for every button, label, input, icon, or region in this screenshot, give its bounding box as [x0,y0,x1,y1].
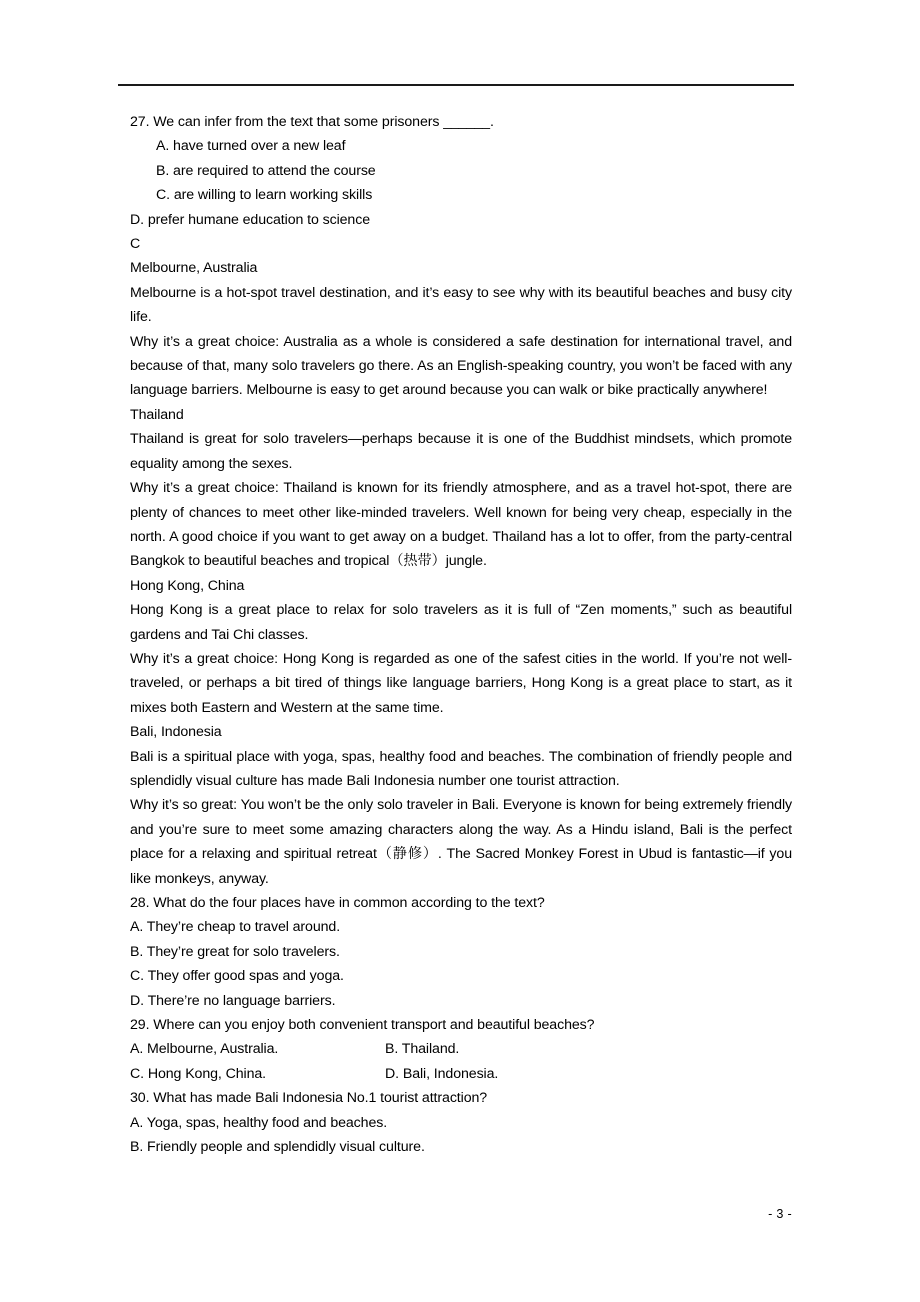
passage-hongkong-intro: Hong Kong is a great place to relax for solo travelers as it is full of “Zen moments,” such as beautiful gardens and Tai Chi classes. [130,602,792,643]
passage-bali-intro: Bali is a spiritual place with yoga, spas, healthy food and beaches. The combination of friendly people and splendidly visual culture has made Bali Indonesia number one tourist attraction. [130,748,792,789]
question-30-option-a: A. Yoga, spas, healthy food and beaches. [130,1114,388,1131]
question-28-option-d: D. There’re no language barriers. [130,992,336,1009]
question-29-option-b: B. Thailand. [385,1041,460,1058]
question-29-options-row-1 [130,1037,792,1061]
passage-hongkong-heading: Hong Kong, China [130,577,245,594]
passage-melbourne-heading: Melbourne, Australia [130,260,258,277]
question-27-option-c: C. are willing to learn working skills [156,187,373,204]
question-29-option-c: C. Hong Kong, China. [130,1065,267,1082]
question-29-option-d: D. Bali, Indonesia. [385,1065,499,1082]
question-29-option-a: A. Melbourne, Australia. [130,1041,279,1058]
question-27-option-a: A. have turned over a new leaf [156,138,346,155]
question-30-stem: 30. What has made Bali Indonesia No.1 tourist attraction? [130,1090,488,1107]
question-29-stem: 29. Where can you enjoy both convenient transport and beautiful beaches? [130,1017,595,1034]
question-27-stem: 27. We can infer from the text that some prisoners ______. [130,114,494,130]
passage-thailand-intro: Thailand is great for solo travelers—perhaps because it is one of the Buddhist mindsets, which promote equality among the sexes. [130,431,792,472]
question-28-option-b: B. They’re great for solo travelers. [130,943,340,960]
question-27-answer: C [130,236,141,253]
question-30-option-b: B. Friendly people and splendidly visual culture. [130,1139,425,1156]
passage-hongkong-why: Why it’s a great choice: Hong Kong is regarded as one of the safest cities in the world. If you’re not well-traveled, or perhaps a bit tired of things like language barriers, Hong Kong is a great place to start, as it mixes both Eastern and Western at the same time. [130,650,792,716]
passage-melbourne-why: Why it’s a great choice: Australia as a whole is considered a safe destination for international travel, and because of that, many solo travelers go there. As an English-speaking country, you won’t be faced with any language barriers. Melbourne is easy to get around because you can walk or bike practically anywhere! [130,333,792,399]
passage-bali-heading: Bali, Indonesia [130,724,222,741]
header-horizontal-rule [118,84,794,86]
question-28-stem: 28. What do the four places have in common according to the text? [130,895,545,911]
page-number: - 3 - [768,1207,792,1221]
question-28-option-c: C. They offer good spas and yoga. [130,968,344,985]
passage-bali-why: Why it’s so great: You won’t be the only solo traveler in Bali. Everyone is known for being extremely friendly and you’re sure to meet some amazing characters along the way. As a Hindu island, Bali is the perfect place for a relaxing and spiritual retreat（静修）. The Sacred Monkey Forest in Ubud is fantastic—if you like monkeys, anyway. [130,797,792,887]
question-29-options-row-2 [130,1062,792,1086]
passage-thailand-heading: Thailand [130,406,184,423]
passage-thailand-why: Why it’s a great choice: Thailand is known for its friendly atmosphere, and as a travel hot-spot, there are plenty of chances to meet other like-minded travelers. Well known for being very cheap, especially in the north. A good choice if you want to get away on a budget. Thailand has a lot to offer, from the party-central Bangkok to beautiful beaches and tropical（热带）jungle. [130,480,792,570]
passage-melbourne-intro: Melbourne is a hot-spot travel destination, and it’s easy to see why with its beautiful beaches and busy city life. [130,284,792,326]
document-body [130,110,792,1159]
question-28-option-a: A. They’re cheap to travel around. [130,919,341,936]
question-27-option-b: B. are required to attend the course [156,162,376,179]
question-27-option-d: D. prefer humane education to science [130,211,370,228]
